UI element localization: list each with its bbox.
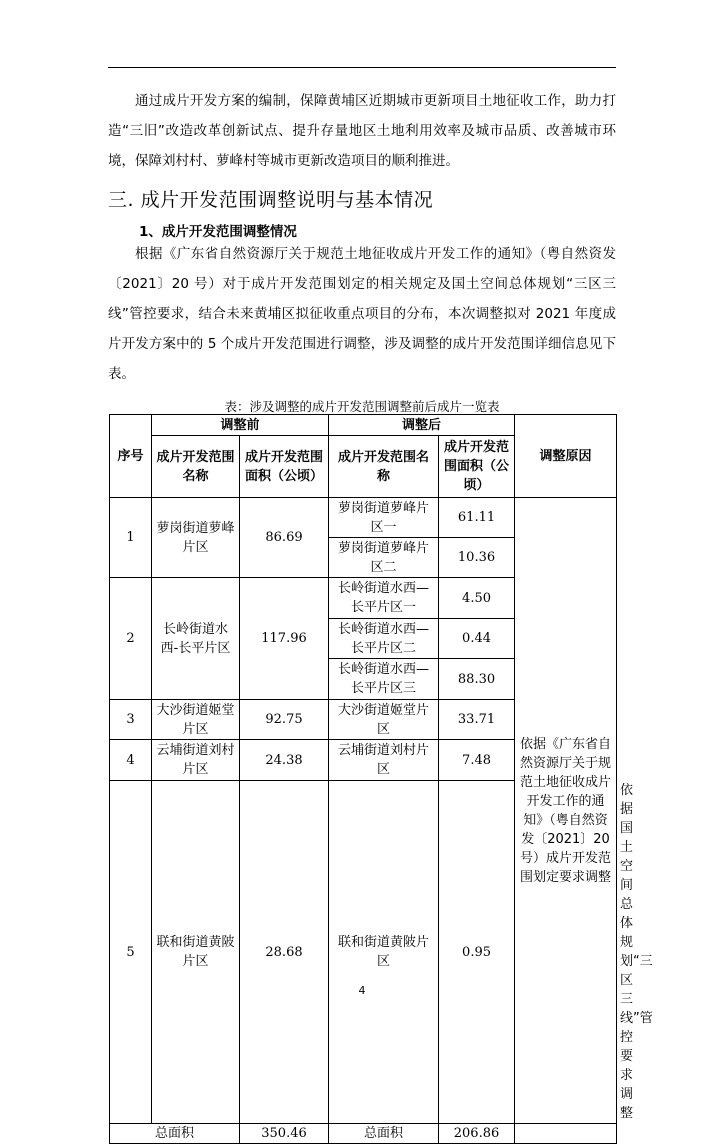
header-area-after: 成片开发范围面积（公顷） bbox=[439, 436, 515, 498]
adjustment-table bbox=[109, 414, 653, 1144]
header-name-before: 成片开发范围名称 bbox=[152, 436, 240, 498]
cell-seq: 5 bbox=[110, 781, 152, 1124]
cell-area-after: 4.50 bbox=[439, 578, 515, 619]
table-caption: 表：涉及调整的成片开发范围调整前后成片一览表 bbox=[224, 399, 500, 414]
cell-area-before: 117.96 bbox=[240, 578, 329, 700]
cell-name-after: 萝岗街道萝峰片区二 bbox=[329, 538, 439, 578]
table-row bbox=[110, 498, 617, 538]
cell-area-before: 86.69 bbox=[240, 498, 329, 578]
total-area-after: 206.86 bbox=[439, 1124, 515, 1144]
header-name-after: 成片开发范围名称 bbox=[329, 436, 439, 498]
total-row bbox=[110, 1124, 617, 1144]
cell-area-after: 0.95 bbox=[439, 781, 515, 1124]
cell-name-after: 长岭街道水西—长平片区二 bbox=[329, 619, 439, 659]
total-label-after: 总面积 bbox=[329, 1124, 439, 1144]
header-seq: 序号 bbox=[110, 415, 152, 498]
cell-seq: 4 bbox=[110, 740, 152, 781]
total-label-before: 总面积 bbox=[110, 1124, 240, 1144]
cell-name-after: 云埔街道刘村片区 bbox=[329, 740, 439, 781]
cell-area-after: 33.71 bbox=[439, 700, 515, 740]
cell-name-before: 联和街道黄陂片区 bbox=[152, 781, 240, 1124]
cell-area-after: 0.44 bbox=[439, 619, 515, 659]
cell-name-before: 萝岗街道萝峰片区 bbox=[152, 498, 240, 578]
cell-name-after: 联和街道黄陂片区 bbox=[329, 781, 439, 1124]
cell-name-after: 长岭街道水西—长平片区三 bbox=[329, 659, 439, 700]
cell-name-before: 云埔街道刘村片区 bbox=[152, 740, 240, 781]
header-reason: 调整原因 bbox=[515, 415, 617, 498]
header-area-before: 成片开发范围面积（公顷） bbox=[240, 436, 329, 498]
body-paragraph: 根据《广东省自然资源厅关于规范土地征收成片开发工作的通知》（粤自然资发〔2021〕20 号）对于成片开发范围划定的相关规定及国土空间总体规划“三区三线”管控要求，结合未来黄埔区拟征收重点项目的分布，本次调整拟对 2021 年度成片开发方案中的 5 个成片开发范围进行调整，涉及调整的成片开发范围详细信息见下表。 bbox=[108, 246, 616, 382]
cell-name-after: 萝岗街道萝峰片区一 bbox=[329, 498, 439, 538]
cell-area-before: 24.38 bbox=[240, 740, 329, 781]
cell-name-before: 大沙街道姬堂片区 bbox=[152, 700, 240, 740]
cell-area-after: 61.11 bbox=[439, 498, 515, 538]
section-title: 三. 成片开发范围调整说明与基本情况 bbox=[108, 189, 434, 211]
table-row: 5 联和街道黄陂片区 28.68 联和街道黄陂片区 0.95 依据国土空间总体规划“三区三线”管控要求调整 bbox=[110, 781, 617, 1124]
total-area-before: 350.46 bbox=[240, 1124, 329, 1144]
header-before: 调整前 bbox=[152, 415, 329, 436]
subsection-title: 1、成片开发范围调整情况 bbox=[139, 224, 297, 240]
cell-area-before: 92.75 bbox=[240, 700, 329, 740]
intro-paragraph: 通过成片开发方案的编制，保障黄埔区近期城市更新项目土地征收工作，助力打造“三旧”改造改革创新试点、提升存量地区土地利用效率及城市品质、改善城市环境，保障刘村村、萝峰村等城市更新改造项目的顺利推进。 bbox=[108, 93, 616, 169]
cell-area-before: 28.68 bbox=[240, 781, 329, 1124]
cell-area-after: 7.48 bbox=[439, 740, 515, 781]
cell-area-after: 88.30 bbox=[439, 659, 515, 700]
page-number: 4 bbox=[358, 984, 366, 997]
cell-name-after: 大沙街道姬堂片区 bbox=[329, 700, 439, 740]
header-after: 调整后 bbox=[329, 415, 515, 436]
cell-name-after: 长岭街道水西—长平片区一 bbox=[329, 578, 439, 619]
cell-seq: 2 bbox=[110, 578, 152, 700]
cell-name-before: 长岭街道水西-长平片区 bbox=[152, 578, 240, 700]
cell-reason-1: 依据《广东省自然资源厅关于规范土地征收成片开发工作的通知》（粤自然资发〔2021〕20号）成片开发范围划定要求调整 bbox=[515, 498, 617, 1124]
header-rule bbox=[108, 67, 616, 68]
cell-seq: 1 bbox=[110, 498, 152, 578]
cell-area-after: 10.36 bbox=[439, 538, 515, 578]
total-empty-cell bbox=[515, 1124, 617, 1144]
cell-seq: 3 bbox=[110, 700, 152, 740]
